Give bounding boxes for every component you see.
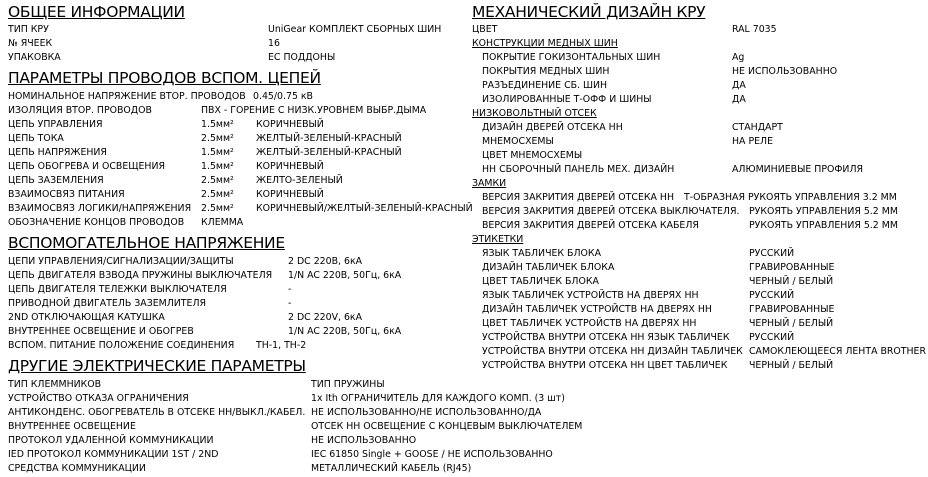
- copper-row-label: РАЗЪЕДИНЕНИЕ СБ. ШИН: [482, 80, 608, 91]
- wire-row-section: 2.5мм²: [201, 189, 234, 200]
- general-type-label: ТИП КРУ: [8, 24, 49, 35]
- general-packing-value: ЕС ПОДДОНЫ: [268, 52, 336, 63]
- general-packing-label: УПАКОВКА: [8, 52, 61, 63]
- labels-row-label: ЯЗЫК ТАБЛИЧЕК УСТРОЙСТВ НА ДВЕРЯХ НН: [482, 290, 699, 301]
- locks-row-value: Т-ОБРАЗНАЯ РУКОЯТЬ УПРАВЛЕНИЯ 3.2 ММ: [684, 192, 897, 203]
- aux-voltage-row-value: 2 DC 220В, 6кА: [288, 256, 363, 267]
- other-title: ДРУГИЕ ЭЛЕКТРИЧЕСКИЕ ПАРАМЕТРЫ: [8, 357, 306, 375]
- mech-title: МЕХАНИЧЕСКИЙ ДИЗАЙН КРУ: [472, 3, 706, 21]
- aux-wires-voltage-value: 0.45/0.75 кВ: [253, 91, 313, 102]
- wire-ends-value: КЛЕММА: [201, 217, 244, 228]
- labels-row-label: УСТРОЙСТВА ВНУТРИ ОТСЕКА НН ЯЗЫК ТАБЛИЧЕК: [482, 332, 730, 343]
- locks-row-label: ВЕРСИЯ ЗАКРИТИЯ ДВЕРЕЙ ОТСЕКА КАБЕЛЯ: [482, 220, 699, 231]
- wire-row-label: ЦЕПЬ ОБОГРЕВА И ОСВЕЩЕНИЯ: [8, 161, 165, 172]
- labels-subtitle: ЭТИКЕТКИ: [472, 234, 524, 245]
- wire-row-label: ЦЕПЬ НАПРЯЖЕНИЯ: [8, 147, 107, 158]
- other-row-label: АНТИКОНДЕНС. ОБОГРЕВАТЕЛЬ В ОТСЕКЕ НН/ВЫКЛ./КАБЕЛ.: [8, 407, 306, 418]
- wire-row-label: ЦЕПЬ ТОКА: [8, 133, 64, 144]
- aux-wires-voltage-label: НОМИНАЛЬНОЕ НАПРЯЖЕНИЕ ВТОР. ПРОВОДОВ: [8, 91, 246, 102]
- labels-row-value: РУССКИЙ: [749, 332, 795, 343]
- other-row-label: ПРОТОКОЛ УДАЛЕННОЙ КОММУНИКАЦИИ: [8, 435, 214, 446]
- aux-voltage-row-label: ПРИВОДНОЙ ДВИГАТЕЛЬ ЗАЗЕМЛИТЕЛЯ: [8, 298, 207, 309]
- labels-row-label: ДИЗАЙН ТАБЛИЧЕК БЛОКА: [482, 262, 615, 273]
- copper-row-value: ДА: [732, 80, 746, 91]
- lv-subtitle: НИЗКОВОЛЬТНЫЙ ОТСЕК: [472, 108, 597, 119]
- aux-voltage-row-label: ЦЕПЬ ДВИГАТЕЛЯ ТЕЛЕЖКИ ВЫКЛЮЧАТЕЛЯ: [8, 284, 227, 295]
- lv-row-label: ДИЗАЙН ДВЕРЕЙ ОТСЕКА НН: [482, 122, 623, 133]
- labels-row-value: ЧЕРНЫЙ / БЕЛЫЙ: [749, 360, 834, 371]
- other-row-label: IED ПРОТОКОЛ КОММУНИКАЦИИ 1ST / 2ND: [8, 449, 219, 460]
- locks-subtitle: ЗАМКИ: [472, 178, 507, 189]
- lv-row-value: АЛЮМИНИЕВЫЕ ПРОФИЛЯ: [732, 164, 864, 175]
- labels-row-value: ЧЕРНЫЙ / БЕЛЫЙ: [749, 318, 834, 329]
- labels-row-label: ЦВЕТ ТАБЛИЧЕК УСТРОЙСТВ НА ДВЕРЯХ НН: [482, 318, 697, 329]
- aux-voltage-row-label: ЦЕПЬ ДВИГАТЕЛЯ ВЗВОДА ПРУЖИНЫ ВЫКЛЮЧАТЕЛЯ: [8, 270, 273, 281]
- mech-color-label: ЦВЕТ: [472, 24, 498, 35]
- wire-row-section: 2.5мм²: [201, 175, 234, 186]
- wire-row-section: 2.5мм²: [201, 203, 234, 214]
- wire-row-section: 2.5мм²: [201, 133, 234, 144]
- wire-row-color: КОРИЧНЕВЫЙ/ЖЕЛТЫЙ-ЗЕЛЕНЫЙ-КРАСНЫЙ: [256, 203, 473, 214]
- labels-row-value: ГРАВИРОВАННЫЕ: [749, 304, 835, 315]
- lv-row-label: ЦВЕТ МНЕМОСХЕМЫ: [482, 150, 583, 161]
- aux-voltage-row-value: -: [288, 284, 292, 295]
- copper-row-value: Ag: [732, 52, 745, 63]
- lv-row-label: МНЕМОСХЕМЫ: [482, 136, 554, 147]
- general-cells-value: 16: [268, 38, 280, 49]
- other-row-label: УСТРОЙСТВО ОТКАЗА ОГРАНИЧЕНИЯ: [8, 393, 189, 404]
- aux-voltage-row-value: 1/N AC 220В, 50Гц, 6кА: [288, 270, 402, 281]
- aux-wires-title: ПАРАМЕТРЫ ПРОВОДОВ ВСПОМ. ЦЕПЕЙ: [8, 69, 321, 87]
- aux-voltage-title: ВСПОМОГАТЕЛЬНОЕ НАПРЯЖЕНИЕ: [8, 234, 285, 252]
- lv-row-label: НН СБОРОЧНЫЙ ПАНЕЛЬ МЕХ. ДИЗАЙН: [482, 164, 675, 175]
- other-row-value: МЕТАЛЛИЧЕСКИЙ КАБЕЛЬ (RJ45): [311, 463, 472, 474]
- wire-row-color: КОРИЧНЕВЫЙ: [256, 161, 324, 172]
- general-type-value: UniGear КОМПЛЕКТ СБОРНЫХ ШИН: [268, 24, 442, 35]
- wire-row-label: ЦЕПЬ УПРАВЛЕНИЯ: [8, 119, 103, 130]
- labels-row-label: УСТРОЙСТВА ВНУТРИ ОТСЕКА НН ЦВЕТ ТАБЛИЧЕК: [482, 360, 728, 371]
- labels-row-value: РУССКИЙ: [749, 290, 795, 301]
- other-row-value: НЕ ИСПОЛЬЗОВАННО/НЕ ИСПОЛЬЗОВАННО/ДА: [311, 407, 542, 418]
- copper-row-value: ДА: [732, 94, 746, 105]
- other-row-label: ВНУТРЕННЕЕ ОСВЕЩЕНИЕ: [8, 421, 136, 432]
- aux-position-label: ВСПОМ. ПИТАНИЕ ПОЛОЖЕНИЕ СОЕДИНЕНИЯ: [8, 340, 235, 351]
- aux-voltage-row-value: 2 DC 220V, 6кА: [288, 312, 362, 323]
- labels-row-value: ГРАВИРОВАННЫЕ: [749, 262, 835, 273]
- other-row-value: 1x Ith ОГРАНИЧИТЕЛЬ ДЛЯ КАЖДОГО КОМП. (3 шт): [311, 393, 565, 404]
- copper-row-value: НЕ ИСПОЛЬЗОВАННО: [732, 66, 838, 77]
- aux-voltage-row-label: ВНУТРЕННЕЕ ОСВЕЩЕНИЕ И ОБОГРЕВ: [8, 326, 194, 337]
- wire-row-color: ЖЕЛТЫЙ-ЗЕЛЕНЫЙ-КРАСНЫЙ: [256, 147, 402, 158]
- labels-row-value: РУССКИЙ: [749, 248, 795, 259]
- copper-row-label: ПОКРЫТИЕ ГОКИЗОНТАЛЬНЫХ ШИН: [482, 52, 661, 63]
- labels-row-value: ЧЕРНЫЙ / БЕЛЫЙ: [749, 276, 834, 287]
- labels-row-label: УСТРОЙСТВА ВНУТРИ ОТСЕКА НН ДИЗАЙН ТАБЛИЧЕК: [482, 346, 743, 357]
- aux-wires-insulation-label: ИЗОЛЯЦИЯ ВТОР. ПРОВОДОВ: [8, 105, 152, 116]
- other-row-label: ТИП КЛЕММНИКОВ: [8, 379, 102, 390]
- aux-position-value: TH-1, TH-2: [256, 340, 307, 351]
- wire-ends-label: ОБОЗНАЧЕНИЕ КОНЦОВ ПРОВОДОВ: [8, 217, 185, 228]
- other-row-value: НЕ ИСПОЛЬЗОВАННО: [311, 435, 417, 446]
- other-row-label: СРЕДСТВА КОММУНИКАЦИИ: [8, 463, 146, 474]
- locks-row-value: РУКОЯТЬ УПРАВЛЕНИЯ 5.2 ММ: [749, 206, 898, 217]
- copper-subtitle: КОНСТРУКЦИИ МЕДНЫХ ШИН: [472, 38, 618, 49]
- copper-row-label: ИЗОЛИРОВАННЫЕ Т-ОФФ И ШИНЫ: [482, 94, 652, 105]
- labels-row-label: ДИЗАЙН ТАБЛИЧЕК УСТРОЙСТВ НА ДВЕРЯХ НН: [482, 304, 712, 315]
- locks-row-label: ВЕРСИЯ ЗАКРИТИЯ ДВЕРЕЙ ОТСЕКА НН: [482, 192, 675, 203]
- aux-wires-insulation-value: ПВХ - ГОРЕНИЕ С НИЗК.УРОВНЕМ ВЫБР.ДЫМА: [201, 105, 427, 116]
- aux-voltage-row-label: 2ND ОТКЛЮЧАЮЩАЯ КАТУШКА: [8, 312, 165, 323]
- general-cells-label: № ЯЧЕЕК: [8, 38, 53, 49]
- locks-row-value: РУКОЯТЬ УПРАВЛЕНИЯ 5.2 ММ: [749, 220, 898, 231]
- copper-row-label: ПОКРЫТИЯ МЕДНЫХ ШИН: [482, 66, 610, 77]
- labels-row-label: ЦВЕТ ТАБЛИЧЕК БЛОКА: [482, 276, 599, 287]
- labels-row-label: ЯЗЫК ТАБЛИЧЕК БЛОКА: [482, 248, 601, 259]
- other-row-value: ТИП ПРУЖИНЫ: [311, 379, 385, 390]
- other-row-value: IEC 61850 Single + GOOSE / НЕ ИСПОЛЬЗОВАННО: [311, 449, 553, 460]
- aux-voltage-row-value: -: [288, 298, 292, 309]
- wire-row-color: КОРИЧНЕВЫЙ: [256, 189, 324, 200]
- locks-row-label: ВЕРСИЯ ЗАКРИТИЯ ДВЕРЕЙ ОТСЕКА ВЫКЛЮЧАТЕЛЯ.: [482, 206, 740, 217]
- wire-row-label: ЦЕПЬ ЗАЗЕМЛЕНИЯ: [8, 175, 104, 186]
- wire-row-color: ЖЕЛТО-ЗЕЛЕНЫЙ: [256, 175, 343, 186]
- wire-row-section: 1.5мм²: [201, 119, 234, 130]
- mech-color-value: RAL 7035: [732, 24, 777, 35]
- wire-row-color: ЖЕЛТЫЙ-ЗЕЛЕНЫЙ-КРАСНЫЙ: [256, 133, 402, 144]
- lv-row-value: СТАНДАРТ: [732, 122, 783, 133]
- other-row-value: ОТСЕК НН ОСВЕЩЕНИЕ С КОНЦЕВЫМ ВЫКЛЮЧАТЕЛЕМ: [311, 421, 583, 432]
- wire-row-section: 1.5мм²: [201, 147, 234, 158]
- wire-row-label: ВЗАИМОСВЯЗ ПИТАНИЯ: [8, 189, 125, 200]
- lv-row-value: НА РЕЛЕ: [732, 136, 773, 147]
- aux-voltage-row-value: 1/N AC 220В, 50Гц, 6кА: [288, 326, 402, 337]
- wire-row-color: КОРИЧНЕВЫЙ: [256, 119, 324, 130]
- wire-row-label: ВЗАИМОСВЯЗ ЛОГИКИ/НАПРЯЖЕНИЯ: [8, 203, 192, 214]
- wire-row-section: 1.5мм²: [201, 161, 234, 172]
- aux-voltage-row-label: ЦЕПИ УПРАВЛЕНИЯ/СИГНАЛИЗАЦИИ/ЗАЩИТЫ: [8, 256, 234, 267]
- general-title: ОБЩЕЕ ИНФОРМАЦИИ: [8, 3, 185, 21]
- labels-row-value: САМОКЛЕЮЩЕЕСЯ ЛЕНТА BROTHER: [749, 346, 926, 357]
